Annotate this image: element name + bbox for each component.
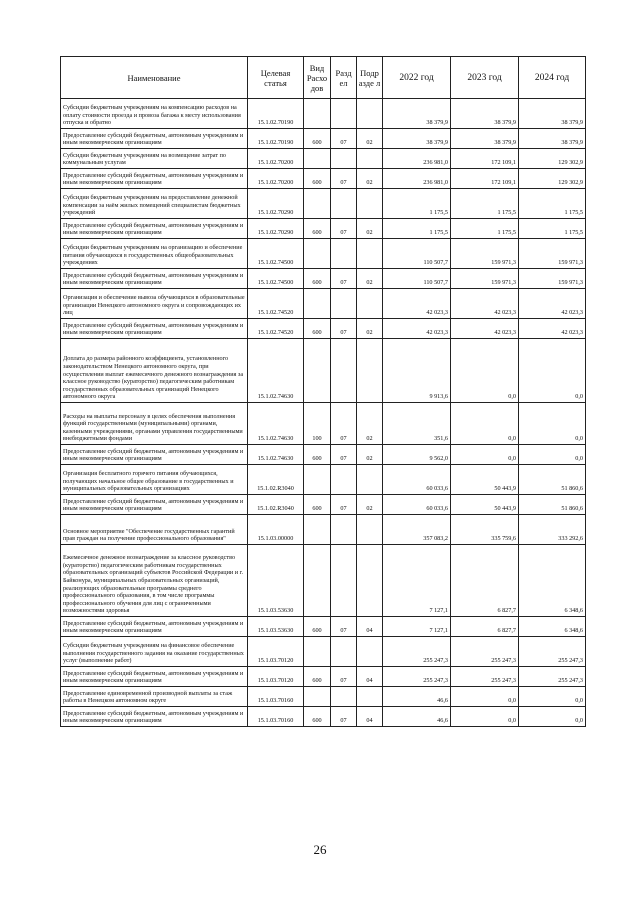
- cell-subsection: [357, 149, 383, 169]
- cell-2023: 159 971,3: [451, 269, 519, 289]
- cell-section: [331, 687, 357, 707]
- cell-subsection: [357, 637, 383, 667]
- cell-2023: 159 971,3: [451, 239, 519, 269]
- table-row: [61, 189, 586, 219]
- cell-expense-type: [304, 99, 331, 129]
- cell-2024: 51 860,6: [519, 495, 586, 515]
- header-vid: Вид Расхо дов: [304, 57, 331, 99]
- cell-2022: 255 247,3: [383, 637, 451, 667]
- cell-expense-type: [304, 149, 331, 169]
- cell-expense-type: [304, 687, 331, 707]
- cell-target-code: 15.1.03.70120: [248, 667, 304, 687]
- cell-2022: 46,6: [383, 687, 451, 707]
- cell-2024: 0,0: [519, 403, 586, 445]
- cell-expense-type: [304, 339, 331, 403]
- cell-2022: 38 379,9: [383, 129, 451, 149]
- cell-expense-type: 100: [304, 403, 331, 445]
- cell-subsection: 02: [357, 445, 383, 465]
- cell-target-code: 15.1.02.70200: [248, 149, 304, 169]
- cell-target-code: 15.1.03.53630: [248, 545, 304, 617]
- table-row: [61, 169, 586, 189]
- cell-section: 07: [331, 129, 357, 149]
- cell-2024: 159 971,3: [519, 239, 586, 269]
- cell-2022: 42 023,3: [383, 289, 451, 319]
- cell-subsection: [357, 515, 383, 545]
- cell-2024: 255 247,3: [519, 667, 586, 687]
- cell-2023: 50 443,9: [451, 495, 519, 515]
- table-row: [61, 239, 586, 269]
- header-2023: 2023 год: [451, 57, 519, 99]
- cell-section: [331, 515, 357, 545]
- cell-expense-type: 600: [304, 319, 331, 339]
- cell-subsection: [357, 189, 383, 219]
- table-row: [61, 545, 586, 617]
- table-row: [61, 129, 586, 149]
- cell-name: Предоставление субсидий бюджетным, автономным учреждениям и иным некоммерческим организациям: [61, 319, 248, 339]
- cell-subsection: [357, 289, 383, 319]
- table-row: [61, 515, 586, 545]
- cell-section: 07: [331, 667, 357, 687]
- cell-subsection: 04: [357, 667, 383, 687]
- header-code: Целевая статья: [248, 57, 304, 99]
- cell-target-code: 15.1.02.74500: [248, 269, 304, 289]
- cell-expense-type: 600: [304, 219, 331, 239]
- cell-section: 07: [331, 269, 357, 289]
- budget-table: [60, 56, 586, 727]
- cell-expense-type: 600: [304, 445, 331, 465]
- cell-2023: 6 827,7: [451, 617, 519, 637]
- cell-expense-type: [304, 465, 331, 495]
- cell-target-code: 15.1.02.74520: [248, 319, 304, 339]
- cell-target-code: 15.1.03.70160: [248, 707, 304, 727]
- cell-2024: 6 348,6: [519, 617, 586, 637]
- cell-expense-type: 600: [304, 169, 331, 189]
- cell-target-code: 15.1.02.74630: [248, 339, 304, 403]
- header-name: Наименование: [61, 57, 248, 99]
- cell-expense-type: [304, 189, 331, 219]
- cell-name: Основное мероприятие "Обеспечение государственных гарантий прав граждан на получение профессионального образования": [61, 515, 248, 545]
- cell-2022: 38 379,9: [383, 99, 451, 129]
- cell-name: Субсидии бюджетным учреждениям на предоставление денежной компенсации за наём жилых помещений специалистам бюджетных учреждений: [61, 189, 248, 219]
- table-row: [61, 637, 586, 667]
- table-row: [61, 269, 586, 289]
- cell-subsection: [357, 465, 383, 495]
- cell-target-code: 15.1.02.74500: [248, 239, 304, 269]
- cell-section: [331, 339, 357, 403]
- page-number: 26: [313, 842, 327, 857]
- cell-2024: 38 379,9: [519, 129, 586, 149]
- cell-2023: 38 379,9: [451, 129, 519, 149]
- cell-section: 07: [331, 617, 357, 637]
- cell-target-code: 15.1.02.R3040: [248, 465, 304, 495]
- cell-2022: 255 247,3: [383, 667, 451, 687]
- cell-subsection: [357, 545, 383, 617]
- cell-name: Предоставление субсидий бюджетным, автономным учреждениям и иным некоммерческим организациям: [61, 667, 248, 687]
- table-row: [61, 219, 586, 239]
- cell-name: Субсидии бюджетным учреждениям на финансовое обеспечение выполнения государственного задания на оказание государственных услуг (выполнение работ): [61, 637, 248, 667]
- cell-section: [331, 239, 357, 269]
- budget-sheet: [60, 56, 585, 727]
- cell-2024: 42 023,3: [519, 289, 586, 319]
- cell-target-code: 15.1.02.74520: [248, 289, 304, 319]
- cell-2023: 335 759,6: [451, 515, 519, 545]
- cell-2023: 255 247,3: [451, 667, 519, 687]
- cell-2023: 0,0: [451, 445, 519, 465]
- cell-2022: 7 127,1: [383, 617, 451, 637]
- cell-section: 07: [331, 403, 357, 445]
- cell-section: 07: [331, 319, 357, 339]
- cell-subsection: [357, 99, 383, 129]
- cell-2023: 6 827,7: [451, 545, 519, 617]
- table-row: [61, 339, 586, 403]
- cell-2023: 0,0: [451, 339, 519, 403]
- cell-section: [331, 545, 357, 617]
- cell-section: [331, 99, 357, 129]
- cell-2022: 9 913,6: [383, 339, 451, 403]
- cell-2022: 236 981,0: [383, 149, 451, 169]
- cell-2022: 42 023,3: [383, 319, 451, 339]
- cell-2023: 0,0: [451, 707, 519, 727]
- cell-subsection: [357, 239, 383, 269]
- cell-section: [331, 289, 357, 319]
- cell-name: Субсидии бюджетным учреждениям на компенсацию расходов на оплату стоимости проезда и провоза багажа к месту использования отпуска и обратно: [61, 99, 248, 129]
- cell-name: Предоставление субсидий бюджетным, автономным учреждениям и иным некоммерческим организациям: [61, 707, 248, 727]
- table-row: [61, 667, 586, 687]
- cell-subsection: 02: [357, 129, 383, 149]
- cell-2024: 129 302,9: [519, 149, 586, 169]
- cell-expense-type: [304, 289, 331, 319]
- cell-name: Расходы на выплаты персоналу в целях обеспечения выполнения функций государственными (муниципальными) органами, казенными учреждениями, органами управления государственными внебюджетными фондами: [61, 403, 248, 445]
- cell-2023: 172 109,1: [451, 169, 519, 189]
- cell-2022: 1 175,5: [383, 189, 451, 219]
- cell-section: [331, 465, 357, 495]
- cell-name: Субсидии бюджетным учреждениям на организацию и обеспечение питания обучающихся в государственных общеобразовательных учреждениях: [61, 239, 248, 269]
- table-row: [61, 319, 586, 339]
- cell-name: Предоставление субсидий бюджетным, автономным учреждениям и иным некоммерческим организациям: [61, 129, 248, 149]
- table-row: [61, 99, 586, 129]
- cell-2024: 0,0: [519, 445, 586, 465]
- cell-name: Предоставление единовременной производной выплаты за стаж работы в Ненецком автономном округе: [61, 687, 248, 707]
- cell-expense-type: 600: [304, 617, 331, 637]
- table-row: [61, 403, 586, 445]
- cell-2024: 38 379,9: [519, 99, 586, 129]
- cell-2022: 60 033,6: [383, 495, 451, 515]
- header-razdel: Разд ел: [331, 57, 357, 99]
- cell-2023: 1 175,5: [451, 219, 519, 239]
- cell-2022: 351,6: [383, 403, 451, 445]
- cell-name: Предоставление субсидий бюджетным, автономным учреждениям и иным некоммерческим организациям: [61, 495, 248, 515]
- cell-expense-type: [304, 239, 331, 269]
- header-2024: 2024 год: [519, 57, 586, 99]
- cell-2024: 1 175,5: [519, 189, 586, 219]
- cell-section: 07: [331, 445, 357, 465]
- cell-name: Ежемесячное денежное вознаграждение за классное руководство (кураторство) педагогическим работникам государственных образовательных организаций субъектов Российской Федерации и г. Байконура, муниципальных образовательных организаций, реализующих образовательные программы среднего профессионального образования, в том числе программы профессионального обучения для лиц с ограниченными возможностями здоровья: [61, 545, 248, 617]
- cell-2024: 0,0: [519, 687, 586, 707]
- cell-2024: 0,0: [519, 707, 586, 727]
- cell-2024: 159 971,3: [519, 269, 586, 289]
- cell-2024: 51 860,6: [519, 465, 586, 495]
- cell-target-code: 15.1.03.00000: [248, 515, 304, 545]
- cell-2024: 42 023,3: [519, 319, 586, 339]
- cell-subsection: 02: [357, 169, 383, 189]
- cell-target-code: 15.1.03.70160: [248, 687, 304, 707]
- cell-target-code: 15.1.02.74630: [248, 445, 304, 465]
- header-row: [61, 57, 586, 99]
- table-row: [61, 149, 586, 169]
- cell-2023: 172 109,1: [451, 149, 519, 169]
- cell-expense-type: 600: [304, 129, 331, 149]
- cell-2023: 255 247,3: [451, 637, 519, 667]
- cell-subsection: 02: [357, 495, 383, 515]
- cell-2024: 333 292,6: [519, 515, 586, 545]
- cell-target-code: 15.1.02.70290: [248, 219, 304, 239]
- cell-subsection: 02: [357, 219, 383, 239]
- table-body: [61, 99, 586, 727]
- cell-target-code: 15.1.02.R3040: [248, 495, 304, 515]
- cell-2024: 129 302,9: [519, 169, 586, 189]
- cell-2022: 110 507,7: [383, 239, 451, 269]
- cell-2022: 9 562,0: [383, 445, 451, 465]
- cell-2023: 0,0: [451, 687, 519, 707]
- cell-name: Предоставление субсидий бюджетным, автономным учреждениям и иным некоммерческим организациям: [61, 169, 248, 189]
- cell-2023: 1 175,5: [451, 189, 519, 219]
- cell-target-code: 15.1.02.70190: [248, 129, 304, 149]
- cell-2023: 42 023,3: [451, 319, 519, 339]
- cell-subsection: 04: [357, 617, 383, 637]
- cell-name: Субсидии бюджетным учреждениям на возмещение затрат по коммунальным услугам: [61, 149, 248, 169]
- cell-target-code: 15.1.02.70200: [248, 169, 304, 189]
- cell-expense-type: [304, 515, 331, 545]
- table-row: [61, 289, 586, 319]
- cell-2022: 236 981,0: [383, 169, 451, 189]
- cell-expense-type: [304, 637, 331, 667]
- cell-section: [331, 189, 357, 219]
- cell-2024: 255 247,3: [519, 637, 586, 667]
- cell-name: Предоставление субсидий бюджетным, автономным учреждениям и иным некоммерческим организациям: [61, 269, 248, 289]
- cell-expense-type: 600: [304, 707, 331, 727]
- cell-section: 07: [331, 707, 357, 727]
- cell-2023: 38 379,9: [451, 99, 519, 129]
- cell-subsection: 04: [357, 707, 383, 727]
- cell-2022: 60 033,6: [383, 465, 451, 495]
- cell-subsection: 02: [357, 269, 383, 289]
- cell-2024: 6 348,6: [519, 545, 586, 617]
- cell-2023: 42 023,3: [451, 289, 519, 319]
- cell-target-code: 15.1.03.53630: [248, 617, 304, 637]
- cell-2023: 0,0: [451, 403, 519, 445]
- cell-subsection: [357, 687, 383, 707]
- cell-expense-type: 600: [304, 495, 331, 515]
- cell-2022: 357 083,2: [383, 515, 451, 545]
- cell-subsection: [357, 339, 383, 403]
- cell-2022: 110 507,7: [383, 269, 451, 289]
- cell-expense-type: [304, 545, 331, 617]
- table-row: [61, 687, 586, 707]
- cell-name: Предоставление субсидий бюджетным, автономным учреждениям и иным некоммерческим организациям: [61, 445, 248, 465]
- cell-target-code: 15.1.02.70290: [248, 189, 304, 219]
- cell-2023: 50 443,9: [451, 465, 519, 495]
- cell-name: Доплата до размера районного коэффициента, установленного законодательством Ненецкого автономного округа, при осуществлении выплат ежемесячного денежного вознаграждения за классное руководство (кураторство) педагогическим работникам государственных образовательных организаций Ненецкого автономного округа: [61, 339, 248, 403]
- cell-section: 07: [331, 495, 357, 515]
- cell-name: Предоставление субсидий бюджетным, автономным учреждениям и иным некоммерческим организациям: [61, 219, 248, 239]
- cell-2022: 1 175,5: [383, 219, 451, 239]
- cell-subsection: 02: [357, 403, 383, 445]
- header-podrazdel: Подр азде л: [357, 57, 383, 99]
- cell-subsection: 02: [357, 319, 383, 339]
- table-row: [61, 617, 586, 637]
- cell-name: Организация и обеспечение вывоза обучающихся в образовательные организации Ненецкого автономного округа и сопровождающих их лиц: [61, 289, 248, 319]
- table-row: [61, 707, 586, 727]
- cell-2024: 0,0: [519, 339, 586, 403]
- cell-expense-type: 600: [304, 667, 331, 687]
- cell-name: Предоставление субсидий бюджетным, автономным учреждениям и иным некоммерческим организациям: [61, 617, 248, 637]
- cell-section: 07: [331, 219, 357, 239]
- table-row: [61, 465, 586, 495]
- table-row: [61, 495, 586, 515]
- cell-2022: 46,6: [383, 707, 451, 727]
- cell-section: [331, 637, 357, 667]
- table-row: [61, 445, 586, 465]
- cell-2022: 7 127,1: [383, 545, 451, 617]
- cell-expense-type: 600: [304, 269, 331, 289]
- cell-target-code: 15.1.02.70190: [248, 99, 304, 129]
- cell-section: 07: [331, 169, 357, 189]
- cell-target-code: 15.1.03.70120: [248, 637, 304, 667]
- cell-name: Организация бесплатного горячего питания обучающихся, получающих начальное общее образование в государственных и муниципальных образовательных организациях: [61, 465, 248, 495]
- cell-target-code: 15.1.02.74630: [248, 403, 304, 445]
- cell-2024: 1 175,5: [519, 219, 586, 239]
- header-2022: 2022 год: [383, 57, 451, 99]
- cell-section: [331, 149, 357, 169]
